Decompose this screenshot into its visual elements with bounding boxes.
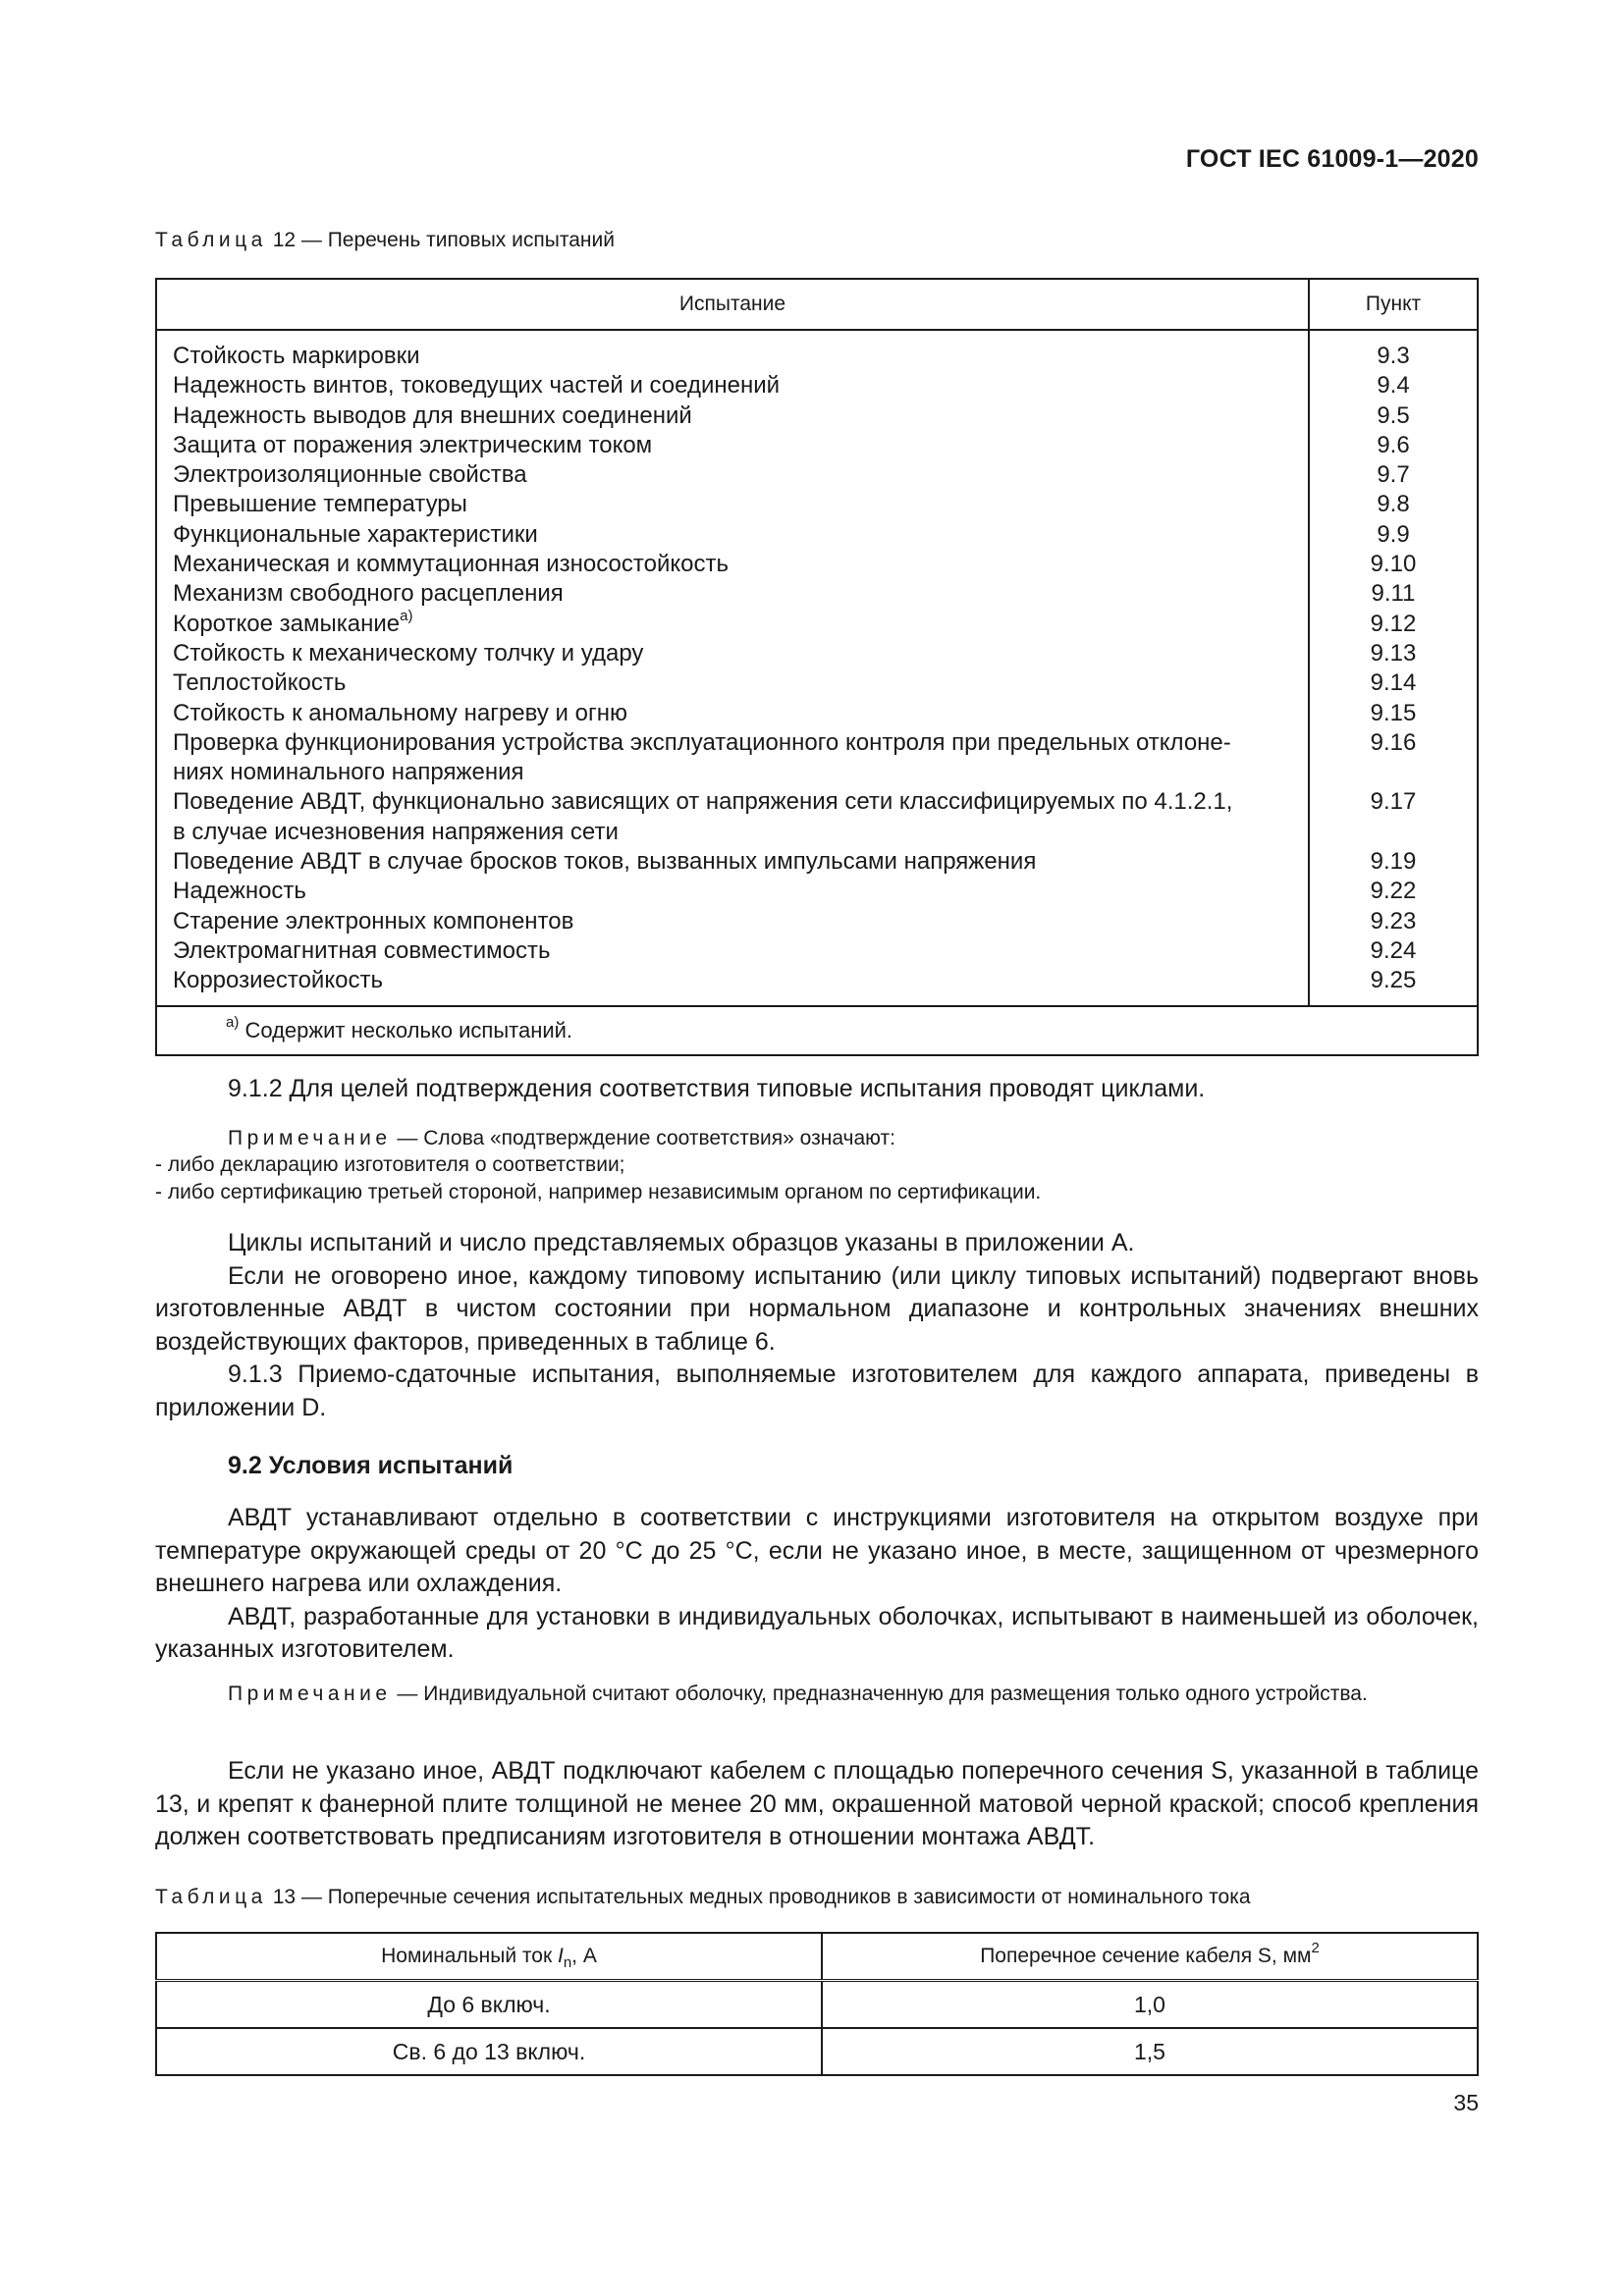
table13-header-section: Поперечное сечение кабеля S, $мм^2$ (822, 1933, 1478, 1981)
table12-clause-spacer (1310, 818, 1477, 847)
table13-cell-current: До 6 включ. (156, 1981, 822, 2029)
para-enclosures: АВДТ, разработанные для установки в индивидуальных оболочках, испытывают в наименьшей из оболочек, указанных изготовителем. (155, 1602, 1479, 1663)
table12-clause-number: 9.19 (1370, 848, 1417, 876)
page-number: 35 (1453, 2090, 1479, 2115)
table13 (155, 1932, 1479, 2076)
table12-test-name-cont: в случае исчезновения напряжения сети (173, 818, 619, 845)
table12-clause-number: 9.17 (1370, 788, 1417, 816)
note-2 (155, 1682, 1479, 1707)
table12-test-name: Стойкость к аномальному нагреву и огню (173, 699, 627, 726)
table12-test-name: Поведение АВДТ в случае бросков токов, вызванных импульсами напряжения (173, 848, 1037, 876)
table12-test-name: Механическая и коммутационная износостойкость (173, 551, 729, 578)
para-9-1-3: 9.1.3 Приемо-сдаточные испытания, выполняемые изготовителем для каждого аппарата, приведены в приложении D. (155, 1361, 1479, 1421)
note-1-item-1: - либо декларацию изготовителя о соответствии; (155, 1153, 625, 1176)
table12-clause-column (1309, 330, 1478, 1006)
table13-cell-section: 1,5 (822, 2028, 1478, 2075)
table12-test-name: Проверка функционирования устройства эксплуатационного контроля при предельных отклоне- (173, 728, 1231, 756)
section-9-2-text (155, 1502, 1479, 1667)
table13-cell-current: Св. 6 до 13 включ. (156, 2028, 822, 2075)
footnote-text: Содержит несколько испытаний. (239, 1017, 573, 1042)
table12-clause-number: 9.22 (1370, 878, 1417, 905)
table12-clause-number: 9.25 (1370, 967, 1417, 994)
table12-header-test: Испытание (156, 279, 1309, 330)
table12 (155, 278, 1479, 1056)
table12-test-name: Механизм свободного расцепления (173, 580, 564, 608)
section-9-1-text (155, 1227, 1479, 1424)
footnote-ref: a) (400, 607, 413, 624)
table12-clause-number: 9.16 (1370, 728, 1417, 756)
table12-test-name: Стойкость к механическому толчку и удару (173, 639, 644, 667)
table12-clause-number: 9.24 (1370, 936, 1417, 964)
table12-clause-number: 9.3 (1377, 343, 1410, 369)
table12-test-name: Электромагнитная совместимость (173, 936, 551, 964)
table12-clause-number: 9.8 (1377, 491, 1410, 518)
table12-test-name: Защита от поражения электрическим током (173, 431, 653, 458)
para-cycles: Циклы испытаний и число представляемых образцов указаны в приложении А. (228, 1229, 1135, 1256)
table12-test-name: Превышение температуры (173, 491, 467, 518)
note-1-item-2: - либо сертификацию третьей стороной, например независимым органом по сертификации. (155, 1181, 1042, 1203)
note-2-label: Примечание (228, 1682, 392, 1705)
table12-clause-number: 9.7 (1377, 461, 1410, 489)
document-id: ГОСТ IEC 61009-1—2020 (1185, 145, 1479, 173)
table12-test-name: Поведение АВДТ, функционально зависящих от напряжения сети классифицируемых по 4.1.2.1, (173, 788, 1233, 816)
table12-footnote (156, 1006, 1478, 1055)
heading-9-2: 9.2 Условия испытаний (228, 1452, 514, 1479)
table12-test-name: Надежность выводов для внешних соединений (173, 401, 692, 429)
note-1 (155, 1126, 1479, 1151)
table13-header-current: Номинальный ток $I_n$, А (156, 1933, 822, 1981)
para-installation: АВДТ устанавливают отдельно в соответствии с инструкциями изготовителя на открытом воздухе при температуре окружающей среды от 20 °С до 25 °С, если не указано иное, в месте, защищенном от чрезмерного внешнего нагрева или охлаждения. (155, 1504, 1479, 1597)
table12-test-name: Короткое замыкание$^{a)}$ (173, 607, 413, 637)
table12-clause-number: 9.13 (1370, 639, 1417, 667)
table12-header-clause: Пункт (1309, 279, 1478, 330)
table12-clause-number: 9.6 (1377, 431, 1410, 458)
para-9-1-2: 9.1.2 Для целей подтверждения соответствия типовые испытания проводят циклами. (228, 1075, 1206, 1102)
table13-cell-section: 1,0 (822, 1981, 1478, 2029)
table12-test-name-cont: ниях номинального напряжения (173, 759, 524, 786)
note-1-text: — Слова «подтверждение соответствия» означают: (391, 1127, 895, 1149)
table12-clause-number: 9.11 (1371, 580, 1416, 608)
table12-clause-number: 9.5 (1377, 401, 1410, 429)
table12-clause-number: 9.14 (1370, 669, 1417, 697)
table12-clause-number: 9.4 (1377, 372, 1410, 400)
table12-test-name: Электроизоляционные свойства (173, 461, 527, 489)
note-2-text: — Индивидуальной считают оболочку, предназначенную для размещения только одного устройства. (391, 1682, 1368, 1705)
para-cable: Если не указано иное, АВДТ подключают кабелем с площадью поперечного сечения S, указанной в таблице 13, и крепят к фанерной плите толщиной не менее 20 мм, окрашенной матовой черной краской; способ крепления должен соответствовать предписаниям изготовителя в отношении монтажа АВДТ. (155, 1757, 1479, 1850)
table13-caption-word: Таблица (155, 1886, 267, 1908)
table12-test-name: Надежность (173, 878, 306, 905)
table12-test-name: Надежность винтов, токоведущих частей и соединений (173, 372, 781, 400)
table12-clause-number: 9.12 (1370, 610, 1417, 637)
table12-test-name: Функциональные характеристики (173, 520, 538, 548)
table12-caption-word: Таблица (155, 229, 267, 251)
table12-clause-number: 9.23 (1370, 907, 1417, 934)
footnote-mark: a) (226, 1014, 240, 1032)
table12-caption-text: 12 — Перечень типовых испытаний (272, 229, 615, 251)
table12-caption (155, 229, 615, 252)
note-1-label: Примечание (228, 1127, 392, 1149)
table12-test-name: Старение электронных компонентов (173, 907, 574, 934)
table12-clause-number: 9.9 (1377, 520, 1410, 548)
para-conditions: Если не оговорено иное, каждому типовому испытанию (или циклу типовых испытаний) подвергают вновь изготовленные АВДТ в чистом состоянии при нормальном диапазоне и контрольных значениях внешних воздействующих факторов, приведенных в таблице 6. (155, 1261, 1479, 1356)
table12-test-name: Стойкость маркировки (173, 343, 420, 369)
table12-clause-spacer (1310, 758, 1477, 787)
table12-clause-number: 9.15 (1370, 699, 1417, 726)
table13-caption (155, 1886, 1251, 1909)
table13-caption-text: 13 — Поперечные сечения испытательных медных проводников в зависимости от номинального тока (272, 1886, 1251, 1908)
table12-test-name: Коррозиестойкость (173, 967, 383, 994)
table12-test-column (156, 330, 1309, 1006)
table12-clause-number: 9.10 (1370, 551, 1417, 578)
table12-test-name: Теплостойкость (173, 669, 347, 697)
